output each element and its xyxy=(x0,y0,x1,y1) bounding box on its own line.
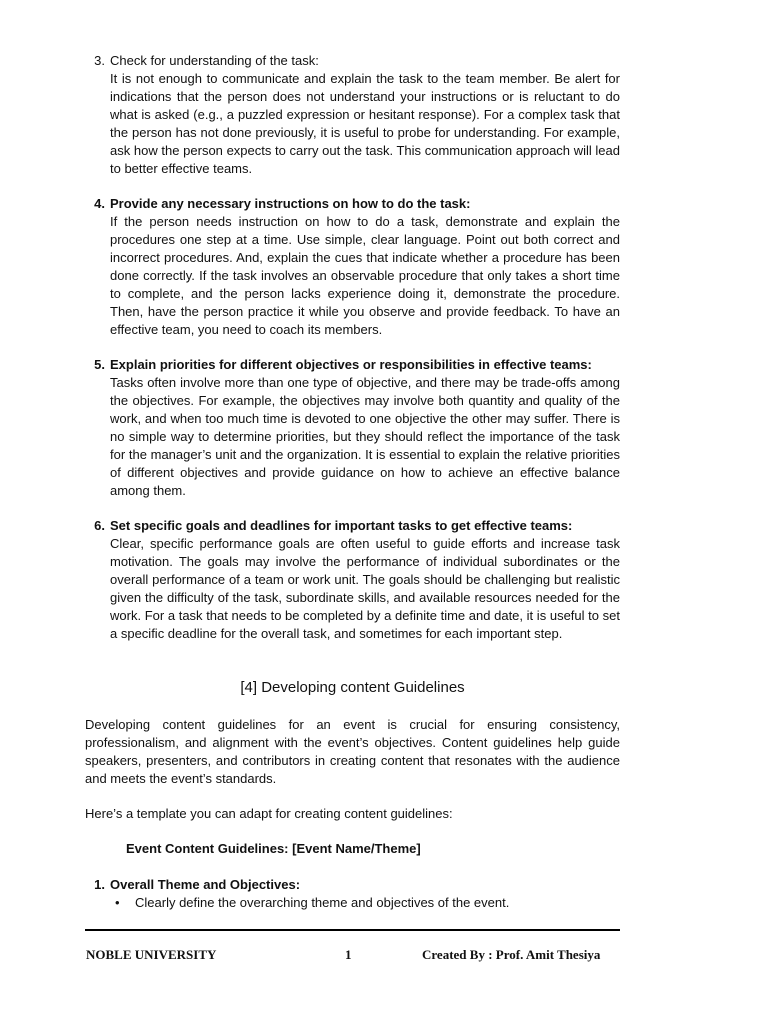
list-item-3 xyxy=(85,52,620,178)
footer-university: NOBLE UNIVERSITY xyxy=(86,947,217,962)
list-heading: Set specific goals and deadlines for important tasks to get effective teams: xyxy=(110,518,573,533)
template-intro: Here’s a template you can adapt for creating content guidelines: xyxy=(85,806,453,821)
footer-page-number: 1 xyxy=(345,947,352,962)
list-heading: Provide any necessary instructions on how to do the task: xyxy=(110,196,471,211)
list-body: If the person needs instruction on how to do a task, demonstrate and explain the procedures one step at a time. Use simple, clear language. Point out both correct and incorrect procedures. And, explain the cues that indicate whether a procedure has been done correctly. If the task involves an observable procedure that only takes a short time to complete, and the person lacks experience doing it, demonstrate the procedure. Then, have the person practice it while you observe and provide feedback. To have an effective team, you need to coach its members. xyxy=(110,214,620,337)
list-item-6 xyxy=(85,517,620,643)
intro-paragraph: Developing content guidelines for an event is crucial for ensuring consistency, professionalism, and alignment with the event’s objectives. Content guidelines help guide speakers, presenters, and contributors in creating content that resonates with the audience and meets the event’s standards. xyxy=(85,717,620,786)
section-title: [4] Developing content Guidelines xyxy=(240,679,465,696)
list-body: Tasks often involve more than one type of objective, and there may be trade-offs among the objectives. For example, the objectives may involve both quantity and quality of the work, and when too much time is devoted to one objective the other may suffer. There is no simple way to determine priorities, but they should reflect the importance of the task for the manager’s unit and the organization. It is essential to explain the relative priorities of different objectives and provide guidance on how to achieve an effective balance among them. xyxy=(110,375,620,498)
list-heading: Explain priorities for different objectives or responsibilities in effective teams: xyxy=(110,357,592,372)
template-title: Event Content Guidelines: [Event Name/Theme] xyxy=(126,841,421,856)
list-number: 5. xyxy=(94,357,105,372)
bullet-icon: • xyxy=(115,895,120,910)
list-body: Clear, specific performance goals are often useful to guide efforts and increase task motivation. The goals may involve the performance of individual subordinates or the overall performance of a team or work unit. The goals should be challenging but realistic given the difficulty of the task, subordinate skills, and available resources needed for the work. For a task that needs to be completed by a definite time and date, it is useful to set a specific deadline for the overall task, and sometimes for each important step. xyxy=(110,536,620,641)
list-number: 1. xyxy=(94,877,105,892)
footer-author: Created By : Prof. Amit Thesiya xyxy=(422,947,601,962)
list-number: 4. xyxy=(94,196,105,211)
list-number: 3. xyxy=(94,53,105,68)
list-heading: Check for understanding of the task: xyxy=(110,53,319,68)
list-body: It is not enough to communicate and explain the task to the team member. Be alert for indications that the person does not understand your instructions or is reluctant to do what is asked (e.g., a puzzled expression or hesitant response). For a complex task that the person has not done previously, it is useful to probe for understanding. For example, ask how the person expects to carry out the task. This communication approach will lead to better effective teams. xyxy=(110,71,620,176)
list-heading: Overall Theme and Objectives: xyxy=(110,877,301,892)
list-number: 6. xyxy=(94,518,105,533)
bullet-text: Clearly define the overarching theme and objectives of the event. xyxy=(135,895,510,910)
list-item-4 xyxy=(85,195,620,339)
footer-divider xyxy=(85,929,620,931)
list-item-5 xyxy=(85,356,620,500)
